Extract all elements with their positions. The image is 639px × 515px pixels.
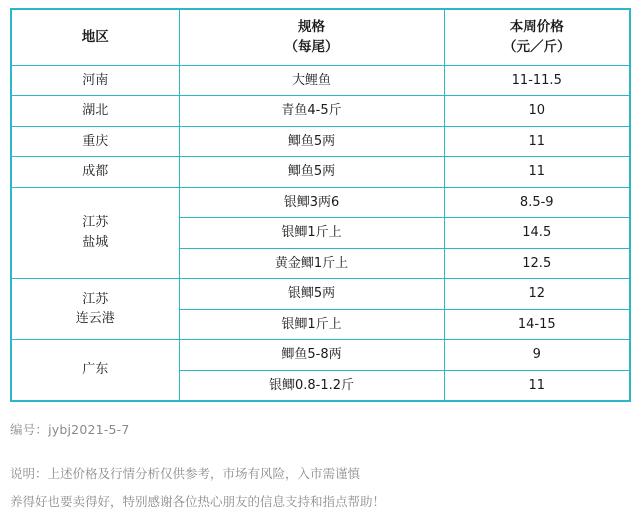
- price-cell: 11-11.5: [444, 65, 630, 96]
- spec-cell: 银鲫3两6: [179, 187, 444, 218]
- price-cell: 8.5-9: [444, 187, 630, 218]
- table-header-row: [11, 9, 630, 65]
- region-label: 河南: [14, 71, 177, 91]
- region-cell: [11, 126, 179, 157]
- price-cell: 12.5: [444, 248, 630, 279]
- footer-notes: [10, 460, 629, 515]
- region-cell: [11, 65, 179, 96]
- region-cell: [11, 157, 179, 188]
- region-cell: [11, 187, 179, 279]
- price-cell: 12: [444, 279, 630, 310]
- footer-note-disclaimer: 说明：上述价格及行情分析仅供参考，市场有风险，入市需谨慎: [10, 460, 629, 488]
- column-header-price-line1: 本周价格: [510, 19, 564, 35]
- region-label-line2: 盐城: [14, 233, 177, 253]
- region-label-line1: 江苏: [14, 290, 177, 310]
- table-row: [11, 65, 630, 96]
- column-header-spec-line1: 规格: [298, 19, 325, 35]
- spec-cell: 银鲫1斤上: [179, 309, 444, 340]
- region-label-line2: 连云港: [14, 309, 177, 329]
- spec-cell: 鲫鱼5两: [179, 157, 444, 188]
- region-cell: [11, 279, 179, 340]
- price-cell: 10: [444, 96, 630, 127]
- table-row: [11, 279, 630, 310]
- spec-cell: 鲫鱼5-8两: [179, 340, 444, 371]
- price-cell: 11: [444, 157, 630, 188]
- spec-cell: 银鲫5两: [179, 279, 444, 310]
- price-cell: 11: [444, 126, 630, 157]
- spec-cell: 银鲫0.8-1.2斤: [179, 370, 444, 401]
- column-header-price: [444, 9, 630, 65]
- region-cell: [11, 340, 179, 402]
- region-label-line1: 江苏: [14, 213, 177, 233]
- table-body: [11, 65, 630, 401]
- price-cell: 14-15: [444, 309, 630, 340]
- price-cell: 14.5: [444, 218, 630, 249]
- spec-cell: 鲫鱼5两: [179, 126, 444, 157]
- table-row: [11, 340, 630, 371]
- column-header-region: [11, 9, 179, 65]
- region-label: 湖北: [14, 101, 177, 121]
- region-label: 重庆: [14, 132, 177, 152]
- column-header-spec-line2: （每尾）: [182, 37, 442, 57]
- region-label: 广东: [14, 360, 177, 380]
- price-cell: 11: [444, 370, 630, 401]
- footer-note-thanks: 养得好也要卖得好，特别感谢各位热心朋友的信息支持和指点帮助！: [10, 488, 629, 515]
- table-row: [11, 126, 630, 157]
- column-header-price-line2: （元／斤）: [447, 37, 628, 57]
- spec-cell: 青鱼4-5斤: [179, 96, 444, 127]
- column-header-region-line1: 地区: [82, 29, 109, 45]
- document-code: 编号：jybj2021-5-7: [10, 420, 629, 438]
- price-table: [10, 8, 631, 402]
- table-row: [11, 96, 630, 127]
- spec-cell: 银鲫1斤上: [179, 218, 444, 249]
- spec-cell: 大鲤鱼: [179, 65, 444, 96]
- spec-cell: 黄金鲫1斤上: [179, 248, 444, 279]
- region-label: 成都: [14, 162, 177, 182]
- region-cell: [11, 96, 179, 127]
- column-header-spec: [179, 9, 444, 65]
- price-cell: 9: [444, 340, 630, 371]
- table-row: [11, 187, 630, 218]
- table-header: [11, 9, 630, 65]
- table-row: [11, 157, 630, 188]
